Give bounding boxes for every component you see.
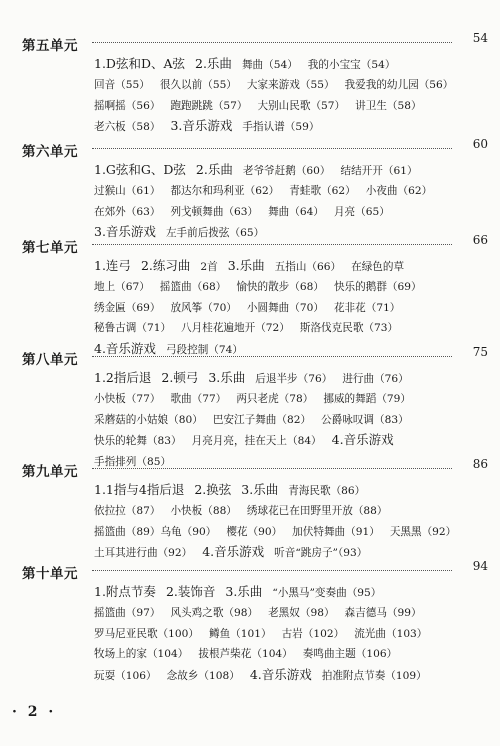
toc-line <box>94 96 474 116</box>
toc-line <box>94 644 474 664</box>
toc-entry: 歌曲（77） <box>170 393 227 406</box>
toc-entry: 快乐的鹅群（69） <box>333 281 422 294</box>
toc-entry: 放风筝（70） <box>170 301 237 314</box>
unit-9 <box>0 457 500 564</box>
unit-page-number: 54 <box>472 31 488 45</box>
toc-entry: 手指认谱（59） <box>242 121 320 134</box>
toc-line <box>94 665 474 686</box>
toc-entry: 结结开开（61） <box>340 165 418 177</box>
unit-title: 第六单元 <box>22 144 78 160</box>
toc-line <box>94 54 474 75</box>
toc-entry: 月亮月亮，挂在天上（84） <box>191 435 322 448</box>
toc-entry: 绣球花已在田野里开放（88） <box>246 505 388 518</box>
unit-title: 第八单元 <box>22 352 78 368</box>
page-number-footer: · 2 · <box>12 704 57 720</box>
toc-line <box>94 522 474 542</box>
toc-entry: 跑跑跳跳（57） <box>170 99 248 112</box>
toc-entry: 小快板（77） <box>94 393 161 406</box>
toc-entry: 3.音乐游戏 <box>94 224 156 240</box>
toc-entry: 小夜曲（62） <box>365 185 433 198</box>
toc-line <box>94 480 474 501</box>
toc-entry: 列戈顿舞曲（63） <box>170 205 259 218</box>
toc-line <box>94 256 474 277</box>
toc-entry: 舞曲（64） <box>268 205 324 218</box>
toc-entry: 拔根芦柴花（104） <box>198 648 293 661</box>
toc-entry: 1.2指后退 <box>94 370 152 385</box>
toc-entry: 采蘑菇的小姑娘（80） <box>94 413 203 426</box>
toc-entry: 玩耍（106） <box>94 669 157 682</box>
toc-entry: 2.顿弓 <box>161 370 199 385</box>
toc-entry: 土耳其进行曲（92） <box>94 547 193 560</box>
unit-heading <box>0 137 500 160</box>
toc-entry: 3.乐曲 <box>225 584 263 599</box>
toc-entry: 牧场上的家（104） <box>94 648 189 661</box>
toc-entry: 地上（67） <box>94 281 150 294</box>
dot-leader <box>92 468 452 469</box>
toc-entry: 回音（55） <box>94 79 150 92</box>
toc-entry: 老六板（58） <box>94 121 161 134</box>
toc-entry: 舞曲（54） <box>241 59 298 71</box>
toc-entry: 公爵咏叹调（83） <box>321 413 409 426</box>
toc-line <box>94 318 474 338</box>
unit-page-number: 66 <box>472 233 488 247</box>
dot-leader <box>92 244 452 245</box>
toc-entry: 老黑奴（98） <box>268 607 335 620</box>
toc-entry: 绣金匾（69） <box>94 301 161 314</box>
toc-entry: 后退半步（76） <box>255 373 333 385</box>
unit-title: 第七单元 <box>22 240 78 256</box>
toc-entry: 3.乐曲 <box>241 482 279 497</box>
unit-entries <box>94 368 474 472</box>
unit-heading <box>0 457 500 480</box>
toc-entry: 月亮（65） <box>333 205 390 218</box>
toc-line <box>94 603 474 623</box>
toc-entry: 鳟鱼（101） <box>208 627 272 640</box>
unit-heading <box>0 559 500 582</box>
toc-entry: 樱花（90） <box>226 525 283 538</box>
toc-line <box>94 202 474 222</box>
unit-heading <box>0 345 500 368</box>
toc-entry: 摇篮曲（97） <box>94 607 161 620</box>
dot-leader <box>92 42 452 43</box>
toc-entry: 奏鸣曲主题（106） <box>302 648 398 661</box>
dot-leader <box>92 148 452 149</box>
toc-entry: 2.换弦 <box>194 482 232 497</box>
toc-line <box>94 160 474 181</box>
toc-entry: 3.音乐游戏 <box>170 118 233 134</box>
toc-entry: 流光曲（103） <box>354 627 428 640</box>
toc-line <box>94 368 474 389</box>
toc-entry: 小快板（88） <box>170 505 237 518</box>
toc-entry: 1.连弓 <box>94 258 131 273</box>
toc-entry: 森吉德马（99） <box>344 607 422 620</box>
dot-leader <box>92 356 452 357</box>
toc-entry: 在郊外（63） <box>94 205 161 218</box>
toc-entry: 大别山民歌（57） <box>257 99 346 112</box>
unit-entries <box>94 160 474 244</box>
toc-line <box>94 582 474 603</box>
toc-entry: 4.音乐游戏 <box>331 432 394 448</box>
toc-entry: 我的小宝宝（54） <box>307 59 396 71</box>
toc-entry: 2首 <box>200 261 218 273</box>
toc-entry: 古岩（102） <box>281 627 345 640</box>
toc-entry: 大家来游戏（55） <box>246 79 335 92</box>
toc-entry: 1.1指与4指后退 <box>94 482 185 497</box>
unit-entries <box>94 480 474 564</box>
toc-entry: 3.乐曲 <box>227 258 265 273</box>
toc-entry: 两只老虎（78） <box>236 393 314 406</box>
toc-entry: 加伏特舞曲（91） <box>292 525 380 538</box>
unit-10 <box>0 559 500 686</box>
toc-line <box>94 116 474 137</box>
toc-entry: 摇篮曲（89）乌龟（90） <box>94 525 217 538</box>
toc-entry: 4.音乐游戏 <box>94 340 156 356</box>
toc-entry: 小圆舞曲（70） <box>246 301 324 314</box>
unit-page-number: 60 <box>472 137 488 151</box>
toc-entry: 进行曲（76） <box>342 373 409 385</box>
toc-entry: 青蛙歌（62） <box>289 185 356 198</box>
toc-entry: 2.乐曲 <box>195 56 232 71</box>
toc-entry: 摇啊摇（56） <box>94 99 161 112</box>
unit-page-number: 86 <box>472 457 488 471</box>
toc-line <box>94 501 474 521</box>
toc-entry: 摇篮曲（68） <box>159 281 227 294</box>
toc-entry: “小黑马”变奏曲（95） <box>272 587 382 599</box>
dot-leader <box>92 570 452 571</box>
toc-entry: 依拉拉（87） <box>94 505 161 518</box>
toc-entry: 念故乡（108） <box>166 669 240 682</box>
toc-entry: 青海民歌（86） <box>288 485 366 497</box>
unit-heading <box>0 31 500 54</box>
toc-line <box>94 389 474 409</box>
unit-6 <box>0 137 500 244</box>
unit-title: 第五单元 <box>22 38 78 54</box>
toc-entry: 手指排列（85） <box>94 455 172 468</box>
unit-entries <box>94 256 474 360</box>
toc-entry: 很久以前（55） <box>159 79 237 92</box>
toc-entry: 花非花（71） <box>333 301 401 314</box>
toc-entry: 巴安江子舞曲（82） <box>212 413 312 426</box>
toc-line <box>94 277 474 297</box>
toc-entry: 五指山（66） <box>274 261 342 273</box>
toc-line <box>94 181 474 201</box>
toc-line <box>94 430 474 451</box>
toc-entry: 都达尔和玛利亚（62） <box>170 185 280 198</box>
toc-entry: 3.乐曲 <box>208 370 246 385</box>
toc-entry: 弓段控制（74） <box>165 343 243 356</box>
toc-entry: 天黑黑（92） <box>389 525 457 538</box>
toc-line <box>94 542 474 563</box>
toc-line <box>94 75 474 95</box>
toc-entry: 我爱我的幼儿园（56） <box>344 79 454 92</box>
toc-entry: 1.附点节奏 <box>94 584 156 599</box>
toc-entry: 4.音乐游戏 <box>249 666 312 682</box>
toc-line <box>94 298 474 318</box>
unit-title: 第十单元 <box>22 566 78 582</box>
toc-entry: 罗马尼亚民歌（100） <box>94 627 199 640</box>
toc-entry: 快乐的轮舞（83） <box>94 435 182 448</box>
toc-entry: 在绿色的草 <box>351 261 405 273</box>
unit-page-number: 75 <box>472 345 488 359</box>
unit-entries <box>94 54 474 138</box>
toc-entry: 讲卫生（58） <box>355 99 422 112</box>
unit-entries <box>94 582 474 686</box>
toc-line <box>94 410 474 430</box>
toc-entry: 挪威的舞蹈（79） <box>323 393 411 406</box>
unit-5 <box>0 31 500 138</box>
toc-entry: 2.练习曲 <box>140 258 191 273</box>
toc-entry: 2.装饰音 <box>165 584 216 599</box>
toc-entry: 过猴山（61） <box>94 185 161 198</box>
toc-entry: 1.D弦和D、A弦 <box>94 56 185 71</box>
toc-line <box>94 624 474 644</box>
toc-entry: 左手前后拨弦（65） <box>165 227 265 240</box>
unit-title: 第九单元 <box>22 464 78 480</box>
toc-entry: 拍准附点节奏（109） <box>321 669 427 682</box>
toc-entry: 斯洛伐克民歌（73） <box>299 322 399 335</box>
toc-entry: 秘鲁古调（71） <box>94 322 172 335</box>
toc-entry: 2.乐曲 <box>195 162 233 177</box>
toc-entry: 听音“跳房子”（93） <box>274 547 368 560</box>
toc-entry: 风头鸡之歌（98） <box>170 607 259 620</box>
toc-entry: 老爷爷赶鹅（60） <box>242 165 331 177</box>
unit-8 <box>0 345 500 472</box>
toc-entry: 愉快的散步（68） <box>236 281 324 294</box>
toc-entry: 八月桂花遍地开（72） <box>181 322 290 335</box>
toc-entry: 4.音乐游戏 <box>202 544 265 560</box>
unit-page-number: 94 <box>472 559 488 573</box>
toc-entry: 1.G弦和G、D弦 <box>94 162 186 177</box>
